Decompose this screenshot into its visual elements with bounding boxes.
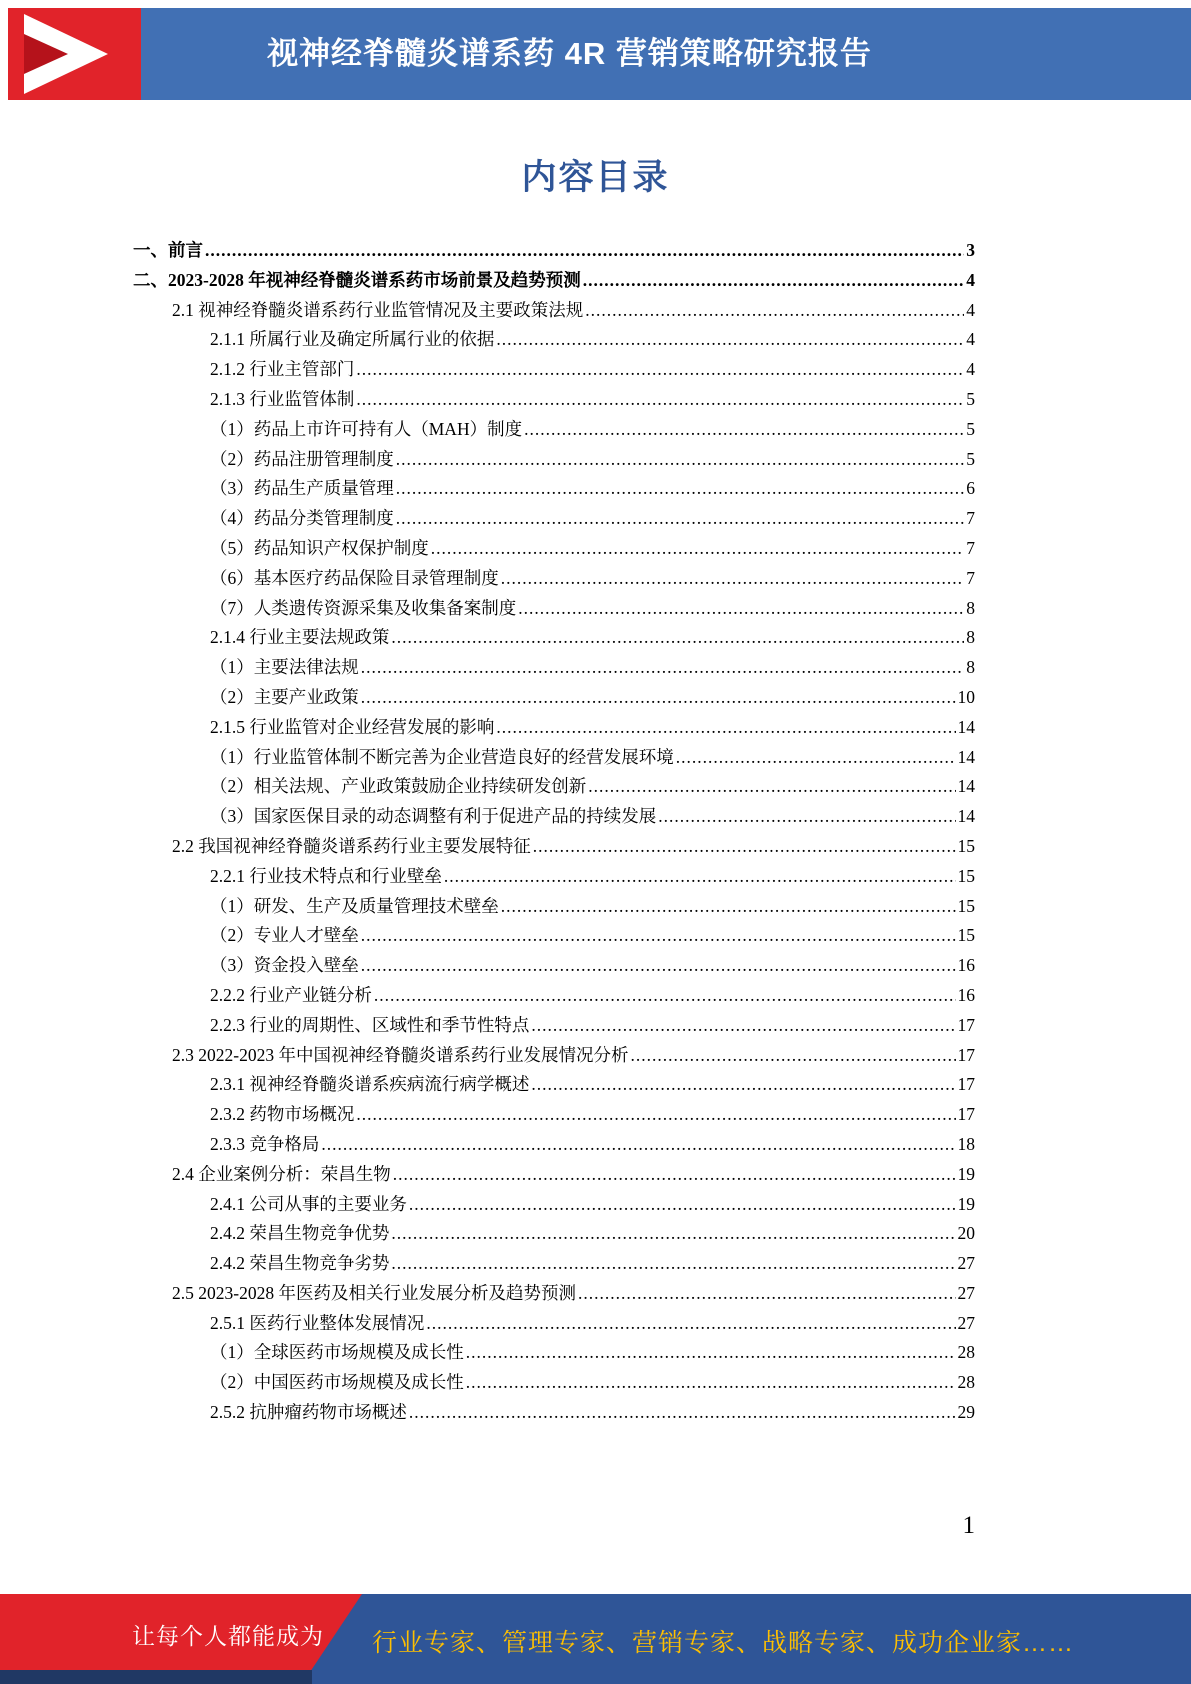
toc-entry-label: 2.2.1 行业技术特点和行业壁垒 xyxy=(210,865,442,886)
toc-page-number: 15 xyxy=(957,835,975,856)
toc-entry xyxy=(133,1280,975,1310)
toc-page-number: 4 xyxy=(966,359,975,380)
toc-entry xyxy=(133,1071,975,1101)
toc-entry xyxy=(133,1250,975,1280)
toc-page-number: 5 xyxy=(966,388,975,409)
toc-dot-leader xyxy=(396,449,965,470)
toc-entry-label: 2.1.3 行业监管体制 xyxy=(210,388,355,409)
toc-entry xyxy=(133,416,975,446)
toc-dot-leader xyxy=(361,925,956,946)
toc-dot-leader xyxy=(444,866,956,887)
toc-dot-leader xyxy=(391,1223,955,1244)
toc-entry-label: 2.1.2 行业主管部门 xyxy=(210,359,355,380)
toc-entry xyxy=(133,952,975,982)
toc-page-number: 14 xyxy=(957,806,975,827)
toc-entry-label: （7）人类遗传资源采集及收集备案制度 xyxy=(210,597,517,618)
toc-entry xyxy=(133,446,975,476)
toc-entry-label: （3）国家医保目录的动态调整有利于促进产品的持续发展 xyxy=(210,806,657,827)
toc-dot-leader xyxy=(518,598,964,619)
header-title: 视神经脊髓炎谱系药 4R 营销策略研究报告 xyxy=(267,36,872,71)
toc-page-number: 16 xyxy=(957,984,975,1005)
toc-dot-leader xyxy=(533,836,956,857)
toc-page-number: 4 xyxy=(966,329,975,350)
toc-dot-leader xyxy=(356,359,964,380)
toc-dot-leader xyxy=(466,1372,956,1393)
toc-entry xyxy=(133,684,975,714)
toc-entry xyxy=(133,1042,975,1072)
toc-page-number: 17 xyxy=(957,1014,975,1035)
toc-page-number: 5 xyxy=(966,418,975,439)
toc-entry-label: （1）行业监管体制不断完善为企业营造良好的经营发展环境 xyxy=(210,746,674,767)
toc-entry xyxy=(133,326,975,356)
toc-page-number: 20 xyxy=(957,1223,975,1244)
toc-entry-label: （2）中国医药市场规模及成长性 xyxy=(210,1372,464,1393)
toc-entry xyxy=(133,1339,975,1369)
toc-entry-label: （1）研发、生产及质量管理技术壁垒 xyxy=(210,895,499,916)
toc-entry xyxy=(133,297,975,327)
toc-entry xyxy=(133,1310,975,1340)
toc-dot-leader xyxy=(658,806,955,827)
toc-page-number: 15 xyxy=(957,925,975,946)
toc-entry-label: （1）主要法律法规 xyxy=(210,657,359,678)
toc-entry-label: 2.2.3 行业的周期性、区域性和季节性特点 xyxy=(210,1014,530,1035)
toc-page-number: 16 xyxy=(957,955,975,976)
toc-entry xyxy=(133,475,975,505)
toc-dot-leader xyxy=(361,687,956,708)
toc-dot-leader xyxy=(531,1074,955,1095)
footer-slogan-text: 让每个人都能成为 xyxy=(132,1623,324,1649)
toc-entry xyxy=(133,803,975,833)
toc-title: 内容目录 xyxy=(521,158,670,197)
toc-entry-label: 2.1.5 行业监管对企业经营发展的影响 xyxy=(210,716,495,737)
toc-entry-label: （2）药品注册管理制度 xyxy=(210,448,394,469)
toc-entry-label: （1）全球医药市场规模及成长性 xyxy=(210,1342,464,1363)
toc-page-number: 28 xyxy=(957,1342,975,1363)
toc-dot-leader xyxy=(496,329,964,350)
toc-page-number: 7 xyxy=(966,537,975,558)
toc-page-number: 15 xyxy=(957,895,975,916)
toc-page-number: 14 xyxy=(957,716,975,737)
toc-page-number: 6 xyxy=(966,478,975,499)
toc-entry xyxy=(133,1191,975,1221)
toc-dot-leader xyxy=(321,1134,955,1155)
toc-entry xyxy=(133,565,975,595)
toc-entry-label: （3）资金投入壁垒 xyxy=(210,955,359,976)
toc-entry xyxy=(133,1101,975,1131)
toc-dot-leader xyxy=(361,657,965,678)
toc-page-number: 15 xyxy=(957,865,975,886)
toc-entry-label: 2.5.1 医药行业整体发展情况 xyxy=(210,1312,425,1333)
toc-entry xyxy=(133,595,975,625)
toc-entry-label: （2）相关法规、产业政策鼓励企业持续研发创新 xyxy=(210,776,587,797)
toc-page-number: 8 xyxy=(966,627,975,648)
toc-page-number: 8 xyxy=(966,657,975,678)
toc-page-number: 14 xyxy=(957,746,975,767)
toc-dot-leader xyxy=(409,1194,956,1215)
toc-dot-leader xyxy=(426,1313,955,1334)
toc-dot-leader xyxy=(578,1283,956,1304)
toc-entry xyxy=(133,267,975,297)
toc-page-number: 28 xyxy=(957,1372,975,1393)
toc-page-number: 18 xyxy=(957,1133,975,1154)
toc-page-number: 5 xyxy=(966,448,975,469)
toc-dot-leader xyxy=(501,896,956,917)
toc-entry-label: 2.5 2023-2028 年医药及相关行业发展分析及趋势预测 xyxy=(172,1282,576,1303)
toc-page-number: 4 xyxy=(966,299,975,320)
toc-dot-leader xyxy=(585,300,964,321)
footer xyxy=(0,1594,1191,1684)
toc-entry-label: 2.1.1 所属行业及确定所属行业的依据 xyxy=(210,329,495,350)
toc-page-number: 27 xyxy=(957,1282,975,1303)
toc-page-number: 7 xyxy=(966,567,975,588)
toc-entry xyxy=(133,386,975,416)
toc-entry xyxy=(133,535,975,565)
toc-entry-label: 2.4.2 荣昌生物竞争优势 xyxy=(210,1223,390,1244)
toc-entry xyxy=(133,237,975,267)
toc-page-number: 3 xyxy=(966,240,975,260)
toc-entry xyxy=(133,624,975,654)
toc-entry-label: （6）基本医疗药品保险目录管理制度 xyxy=(210,567,499,588)
toc-entry xyxy=(133,922,975,952)
toc-page-number: 4 xyxy=(966,269,975,290)
toc-entry xyxy=(133,893,975,923)
toc-dot-leader xyxy=(531,1015,955,1036)
toc-dot-leader xyxy=(583,270,965,291)
toc-entry xyxy=(133,773,975,803)
footer-experts-text: 行业专家、管理专家、营销专家、战略专家、成功企业家…… xyxy=(372,1629,1075,1657)
toc-entry xyxy=(133,356,975,386)
toc-entry xyxy=(133,1012,975,1042)
toc-dot-leader xyxy=(361,955,956,976)
toc-entry-label: （1）药品上市许可持有人（MAH）制度 xyxy=(210,418,523,439)
toc-entry xyxy=(133,1131,975,1161)
toc-entry-label: （5）药品知识产权保护制度 xyxy=(210,537,429,558)
toc-page-number: 17 xyxy=(957,1074,975,1095)
toc-list xyxy=(133,237,975,1429)
toc-entry xyxy=(133,714,975,744)
toc-entry xyxy=(133,744,975,774)
toc-dot-leader xyxy=(431,538,965,559)
toc-page-number: 27 xyxy=(957,1312,975,1333)
toc-entry-label: 2.3.3 竞争格局 xyxy=(210,1133,320,1154)
toc-entry xyxy=(133,1369,975,1399)
footer-navy-strip xyxy=(0,1670,312,1684)
toc-page-number: 27 xyxy=(957,1253,975,1274)
toc-page-number: 14 xyxy=(957,776,975,797)
toc-page-number: 7 xyxy=(966,508,975,529)
toc-entry-label: 2.4.2 荣昌生物竞争劣势 xyxy=(210,1253,390,1274)
toc-dot-leader xyxy=(396,478,965,499)
toc-entry-label: 2.3.1 视神经脊髓炎谱系疾病流行病学概述 xyxy=(210,1074,530,1095)
toc-page-number: 17 xyxy=(957,1044,975,1065)
toc-entry-label: 2.2 我国视神经脊髓炎谱系药行业主要发展特征 xyxy=(172,835,531,856)
toc-page-number: 19 xyxy=(957,1193,975,1214)
toc-page-number: 8 xyxy=(966,597,975,618)
toc-dot-leader xyxy=(501,568,965,589)
toc-entry-label: 2.2.2 行业产业链分析 xyxy=(210,984,372,1005)
toc-entry-label: 2.1.4 行业主要法规政策 xyxy=(210,627,390,648)
toc-dot-leader xyxy=(676,747,956,768)
toc-entry xyxy=(133,1220,975,1250)
toc-page-number: 17 xyxy=(957,1104,975,1125)
toc-entry xyxy=(133,1161,975,1191)
toc-page-number: 19 xyxy=(957,1163,975,1184)
toc-entry xyxy=(133,863,975,893)
toc-page-number: 10 xyxy=(957,686,975,707)
toc-entry-label: 2.3.2 药物市场概况 xyxy=(210,1104,355,1125)
toc-entry-label: （2）主要产业政策 xyxy=(210,686,359,707)
toc-entry-label: （2）专业人才壁垒 xyxy=(210,925,359,946)
toc-dot-leader xyxy=(630,1045,955,1066)
toc-entry-label: 一、前言 xyxy=(133,240,203,260)
toc-dot-leader xyxy=(409,1402,956,1423)
toc-entry-label: 二、2023-2028 年视神经脊髓炎谱系药市场前景及趋势预测 xyxy=(133,269,581,290)
toc-entry-label: 2.1 视神经脊髓炎谱系药行业监管情况及主要政策法规 xyxy=(172,299,584,320)
toc-dot-leader xyxy=(374,985,956,1006)
toc-dot-leader xyxy=(205,240,964,261)
toc-entry-label: 2.4.1 公司从事的主要业务 xyxy=(210,1193,407,1214)
toc-dot-leader xyxy=(466,1342,956,1363)
toc-dot-leader xyxy=(391,1253,955,1274)
toc-entry xyxy=(133,654,975,684)
toc-entry-label: 2.5.2 抗肿瘤药物市场概述 xyxy=(210,1402,407,1423)
toc-dot-leader xyxy=(391,627,964,648)
toc-dot-leader xyxy=(356,389,964,410)
page-number: 1 xyxy=(962,1512,975,1539)
toc-entry-label: （4）药品分类管理制度 xyxy=(210,508,394,529)
toc-dot-leader xyxy=(524,419,964,440)
toc-entry-label: 2.3 2022-2023 年中国视神经脊髓炎谱系药行业发展情况分析 xyxy=(172,1044,629,1065)
toc-entry xyxy=(133,505,975,535)
header-banner xyxy=(8,8,1191,100)
toc-entry-label: 2.4 企业案例分析：荣昌生物 xyxy=(172,1163,391,1184)
toc-dot-leader xyxy=(588,776,955,797)
toc-dot-leader xyxy=(496,717,955,738)
toc-dot-leader xyxy=(356,1104,955,1125)
toc-entry xyxy=(133,982,975,1012)
toc-entry-label: （3）药品生产质量管理 xyxy=(210,478,394,499)
toc-dot-leader xyxy=(393,1164,956,1185)
toc-entry xyxy=(133,1399,975,1429)
toc-entry xyxy=(133,833,975,863)
toc-page-number: 29 xyxy=(957,1402,975,1423)
toc-dot-leader xyxy=(396,508,965,529)
